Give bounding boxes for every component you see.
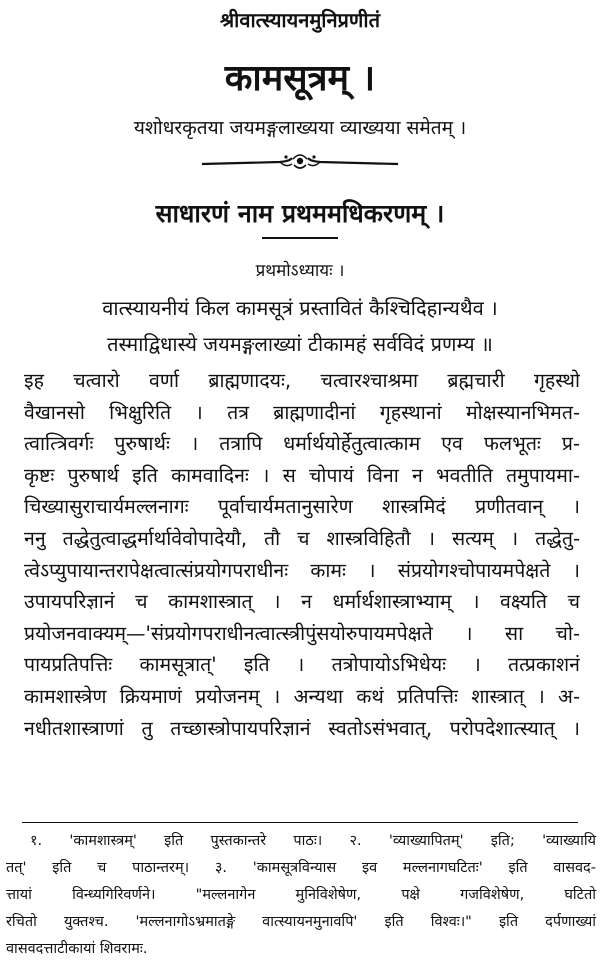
footnote-divider [22, 822, 578, 823]
body-line: वैखानसो भिक्षुरिति । तत्र ब्राह्मणादीनां गृहस्थानां मोक्षस्यानभिमत- [24, 400, 580, 424]
verse-line: तस्माद्विधास्ये जयमङ्गलाख्यां टीकामहं सर्वविदं प्रणम्य ॥ [107, 332, 493, 356]
body-line: चिख्यासुराचार्यमल्लनागः पूर्वाचार्यमतानुसारेण शास्त्रमिदं प्रणीतवान् । [24, 495, 580, 519]
footnote-line: वासवदत्ताटीकायां शिवरामः. [6, 941, 148, 957]
body-line: कामशास्त्रेण क्रियमाणं प्रयोजनम् । अन्यथा कथं प्रतिपत्तिः शास्त्रात् । अ- [24, 684, 580, 708]
footnote-line: रचितो युक्तश्च. 'मल्लनागोऽभ्रमातङ्गे वात्स्यायनमुनावपि' इति विश्वः।" इति दर्पणाख्यां [6, 914, 596, 930]
section-title: साधारणं नाम प्रथममधिकरणम् । [155, 199, 445, 228]
footnote-line: त्तायां विन्ध्यगिरिवर्णने। "मल्लनागेन मुनिविशेषेण, पक्षे गजविशेषेण, घटितो [6, 887, 596, 903]
footnotes [0, 828, 600, 963]
body-line: त्वात्त्रिवर्गः पुरुषार्थः । तत्रापि धर्मार्थयोर्हेतुत्वात्काम एव फलभूतः प्र- [24, 432, 580, 456]
chapter-title: प्रथमोऽध्यायः । [255, 261, 345, 281]
body-line: उपायपरिज्ञानं च कामशास्त्रात् । न धर्मार्थशास्त्राभ्याम् । वक्ष्यति च [24, 590, 580, 614]
body-line: त्वेऽप्युपायान्तरापेक्षत्वात्संप्रयोगपराधीनः कामः । संप्रयोगश्चोपायमपेक्षते । [24, 558, 580, 582]
body-line: नधीतशास्त्राणां तु तच्छास्त्रोपायपरिज्ञानं स्वतोऽसंभवात्, परोपदेशात्स्यात् । [24, 716, 580, 740]
commentary-body [24, 365, 580, 744]
footnote-line: तत्' इति च पाठान्तरम्। ३. 'कामसूत्रविन्यास इव मल्लनागघटितः' इति वासवद- [6, 860, 596, 876]
decorative-divider-ornament-icon [200, 150, 400, 176]
work-title: कामसूत्रम् । [224, 58, 376, 99]
body-line: पायप्रतिपत्तिः कामसूत्रात्' इति । तत्रोपायोऽभिधेयः । तत्प्रकाशनं [24, 653, 580, 677]
body-line: कृष्टः पुरुषार्थ इति कामवादिनः । स चोपायं विना न भवतीति तमुपायमा- [24, 463, 580, 487]
body-line: इह चत्वारो वर्णा ब्राह्मणादयः, चत्वारश्चाश्रमा ब्रह्मचारी गृहस्थो [24, 369, 580, 392]
author-attribution: श्रीवात्स्यायनमुनिप्रणीतं [220, 8, 380, 32]
footnote-line: १. 'कामशास्त्रम्' इति पुस्तकान्तरे पाठः। २. 'व्याख्यापितम्' इति; 'व्याख्यायि [30, 833, 596, 849]
body-line: प्रयोजनवाक्यम्—'संप्रयोगपराधीनत्वात्स्त्रीपुंसयोरुपायमपेक्षते । सा चो- [24, 621, 580, 645]
invocation-verses [0, 290, 600, 362]
body-line: ननु तद्धेतुत्वाद्धर्मार्थावेवोपादेयौ, तौ च शास्त्रविहितौ । सत्यम् । तद्धेतु- [24, 526, 580, 550]
commentary-title: यशोधरकृतया जयमङ्गलाख्यया व्याख्यया समेतम् । [133, 117, 467, 139]
verse-line: वात्स्यायनीयं किल कामसूत्रं प्रस्तावितं कैश्चिदिहान्यथैव । [102, 296, 498, 320]
section-divider [262, 237, 338, 239]
